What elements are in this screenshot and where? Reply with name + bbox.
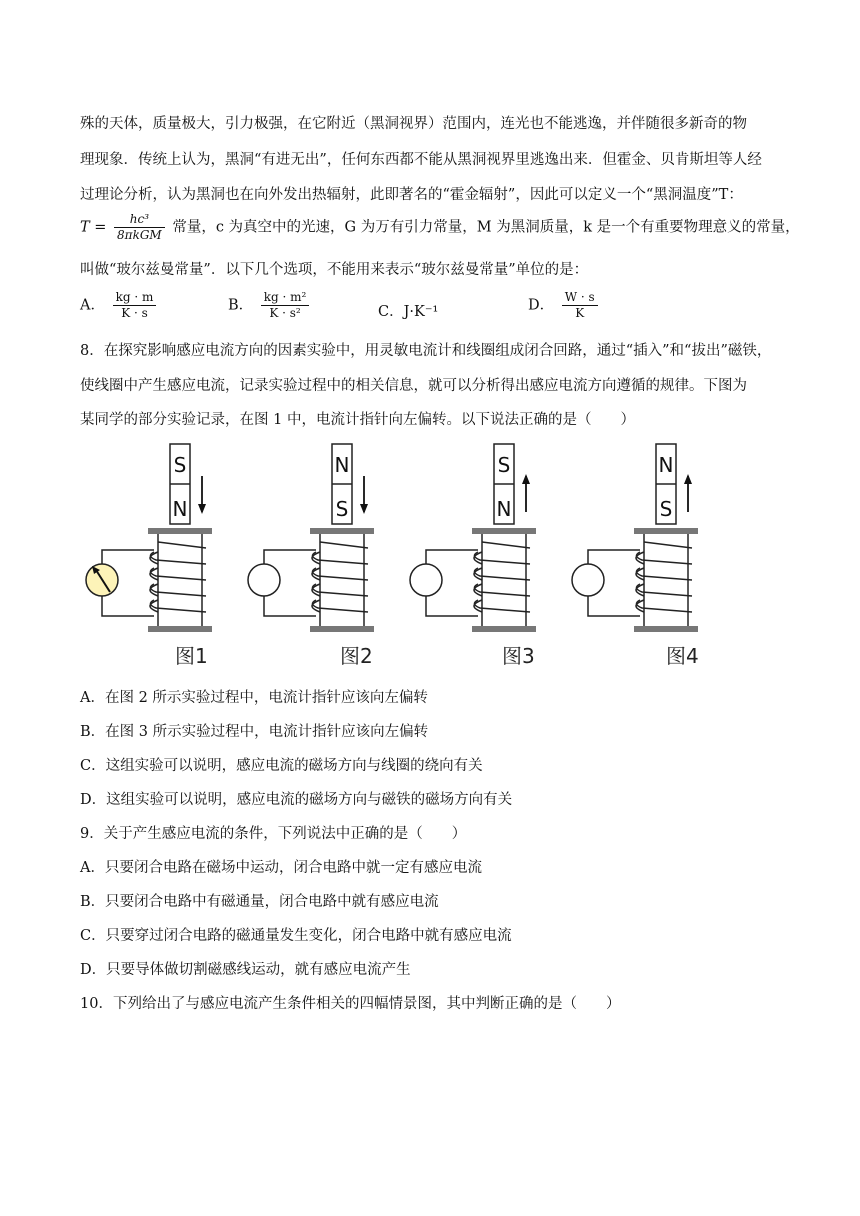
fraction-numerator: kg · m² xyxy=(261,290,310,306)
formula-numerator: hc³ xyxy=(114,212,165,228)
coil-winding xyxy=(474,542,530,612)
coil-bottom-plate xyxy=(148,626,212,632)
figure-caption-4: 图4 xyxy=(666,644,699,668)
fraction-denominator: K · s² xyxy=(269,306,301,320)
coil-bottom-plate xyxy=(634,626,698,632)
coil-top-plate xyxy=(472,528,536,534)
coil-winding xyxy=(312,542,368,612)
q8-option-c: C．这组实验可以说明，感应电流的磁场方向与线圈的绕向有关 xyxy=(80,758,483,774)
q7-option-b xyxy=(228,290,312,321)
magnet-top-pole: N xyxy=(658,453,674,477)
circuit-wire-top xyxy=(588,550,640,564)
magnet-bottom-pole: N xyxy=(496,497,512,521)
formula-description: 常量，c 为真空中的光速，G 为万有引力常量，M 为黑洞质量，k 是一个有重要物理意义的常量， xyxy=(172,219,800,236)
galvanometer xyxy=(248,564,280,596)
arrow-down-icon xyxy=(360,504,368,514)
formula-denominator: 8πkGM xyxy=(117,228,162,242)
magnet-top-pole: S xyxy=(497,453,511,477)
paragraph-line: 理现象．传统上认为，黑洞“有进无出”，任何东西都不能从黑洞视界里逃逸出来．但霍金、贝肯斯坦等人经 xyxy=(80,152,762,168)
magnet-top-pole: S xyxy=(173,453,187,477)
paragraph-line: 叫做“玻尔兹曼常量”．以下几个选项，不能用来表示“玻尔兹曼常量”单位的是： xyxy=(80,262,589,278)
q7-option-a xyxy=(80,290,159,321)
q9-stem: 9．关于产生感应电流的条件，下列说法中正确的是（ ） xyxy=(80,826,467,842)
circuit-wire-bottom xyxy=(102,596,154,616)
q7-option-d xyxy=(528,290,601,321)
option-label: A． xyxy=(80,297,105,314)
magnet-bottom-pole: N xyxy=(172,497,188,521)
q8-stem-line: 8．在探究影响感应电流方向的因素实验中，用灵敏电流计和线圈组成闭合回路，通过“插入”和“拔出”磁铁， xyxy=(80,343,772,359)
coil-top-plate xyxy=(148,528,212,534)
arrow-up-icon xyxy=(684,474,692,484)
fraction-denominator: K xyxy=(575,306,585,320)
fraction-numerator: W · s xyxy=(562,290,598,306)
formula-line xyxy=(80,212,800,243)
q10-stem: 10．下列给出了与感应电流产生条件相关的四幅情景图，其中判断正确的是（ ） xyxy=(80,996,621,1012)
coil-winding xyxy=(150,542,206,612)
formula-lhs: T = xyxy=(80,219,107,236)
option-fraction xyxy=(113,290,157,321)
q8-stem-line: 使线圈中产生感应电流，记录实验过程中的相关信息，就可以分析得出感应电流方向遵循的规律。下图为 xyxy=(80,378,747,394)
paragraph-line: 殊的天体，质量极大，引力极强，在它附近（黑洞视界）范围内，连光也不能逃逸，并伴随很多新奇的物 xyxy=(80,116,747,132)
arrow-up-icon xyxy=(522,474,530,484)
q8-option-a: A．在图 2 所示实验过程中，电流计指针应该向左偏转 xyxy=(80,690,428,706)
q8-option-d: D．这组实验可以说明，感应电流的磁场方向与磁铁的磁场方向有关 xyxy=(80,792,513,808)
coil-bottom-plate xyxy=(310,626,374,632)
circuit-wire-top xyxy=(426,550,478,564)
circuit-wire-bottom xyxy=(264,596,316,616)
coil-top-plate xyxy=(310,528,374,534)
q9-option-c: C．只要穿过闭合电路的磁通量发生变化，闭合电路中就有感应电流 xyxy=(80,928,512,944)
q8-option-b: B．在图 3 所示实验过程中，电流计指针应该向左偏转 xyxy=(80,724,429,740)
coil-bottom-plate xyxy=(472,626,536,632)
q9-option-b: B．只要闭合电路中有磁通量，闭合电路中就有感应电流 xyxy=(80,894,439,910)
figure-caption-3: 图3 xyxy=(502,644,535,668)
option-label: B． xyxy=(228,297,254,314)
coil-top-plate xyxy=(634,528,698,534)
q8-figure xyxy=(0,440,860,680)
q7-option-c xyxy=(378,300,438,321)
option-label: C． xyxy=(378,304,404,320)
formula-fraction xyxy=(114,212,165,243)
magnet-bottom-pole: S xyxy=(335,497,349,521)
arrow-down-icon xyxy=(198,504,206,514)
figure-caption-2: 图2 xyxy=(340,644,373,668)
q8-stem-line: 某同学的部分实验记录，在图 1 中，电流计指针向左偏转。以下说法正确的是（ ） xyxy=(80,412,635,428)
circuit-wire-bottom xyxy=(426,596,478,616)
magnet-bottom-pole: S xyxy=(659,497,673,521)
circuit-wire-bottom xyxy=(588,596,640,616)
option-fraction xyxy=(562,290,598,321)
fraction-denominator: K · s xyxy=(121,306,148,320)
figure-caption-1: 图1 xyxy=(175,644,208,668)
magnet-top-pole: N xyxy=(334,453,350,477)
fraction-numerator: kg · m xyxy=(113,290,157,306)
option-fraction xyxy=(261,290,310,321)
circuit-wire-top xyxy=(102,550,154,564)
paragraph-line: 过理论分析，认为黑洞也在向外发出热辐射，此即著名的“霍金辐射”，因此可以定义一个“黑洞温度”T： xyxy=(80,187,743,203)
circuit-wire-top xyxy=(264,550,316,564)
option-label: D． xyxy=(528,297,555,314)
galvanometer xyxy=(572,564,604,596)
option-text: J·K⁻¹ xyxy=(403,304,439,320)
q9-option-d: D．只要导体做切割磁感线运动，就有感应电流产生 xyxy=(80,962,411,978)
coil-winding xyxy=(636,542,692,612)
q9-option-a: A．只要闭合电路在磁场中运动，闭合电路中就一定有感应电流 xyxy=(80,860,482,876)
galvanometer xyxy=(410,564,442,596)
